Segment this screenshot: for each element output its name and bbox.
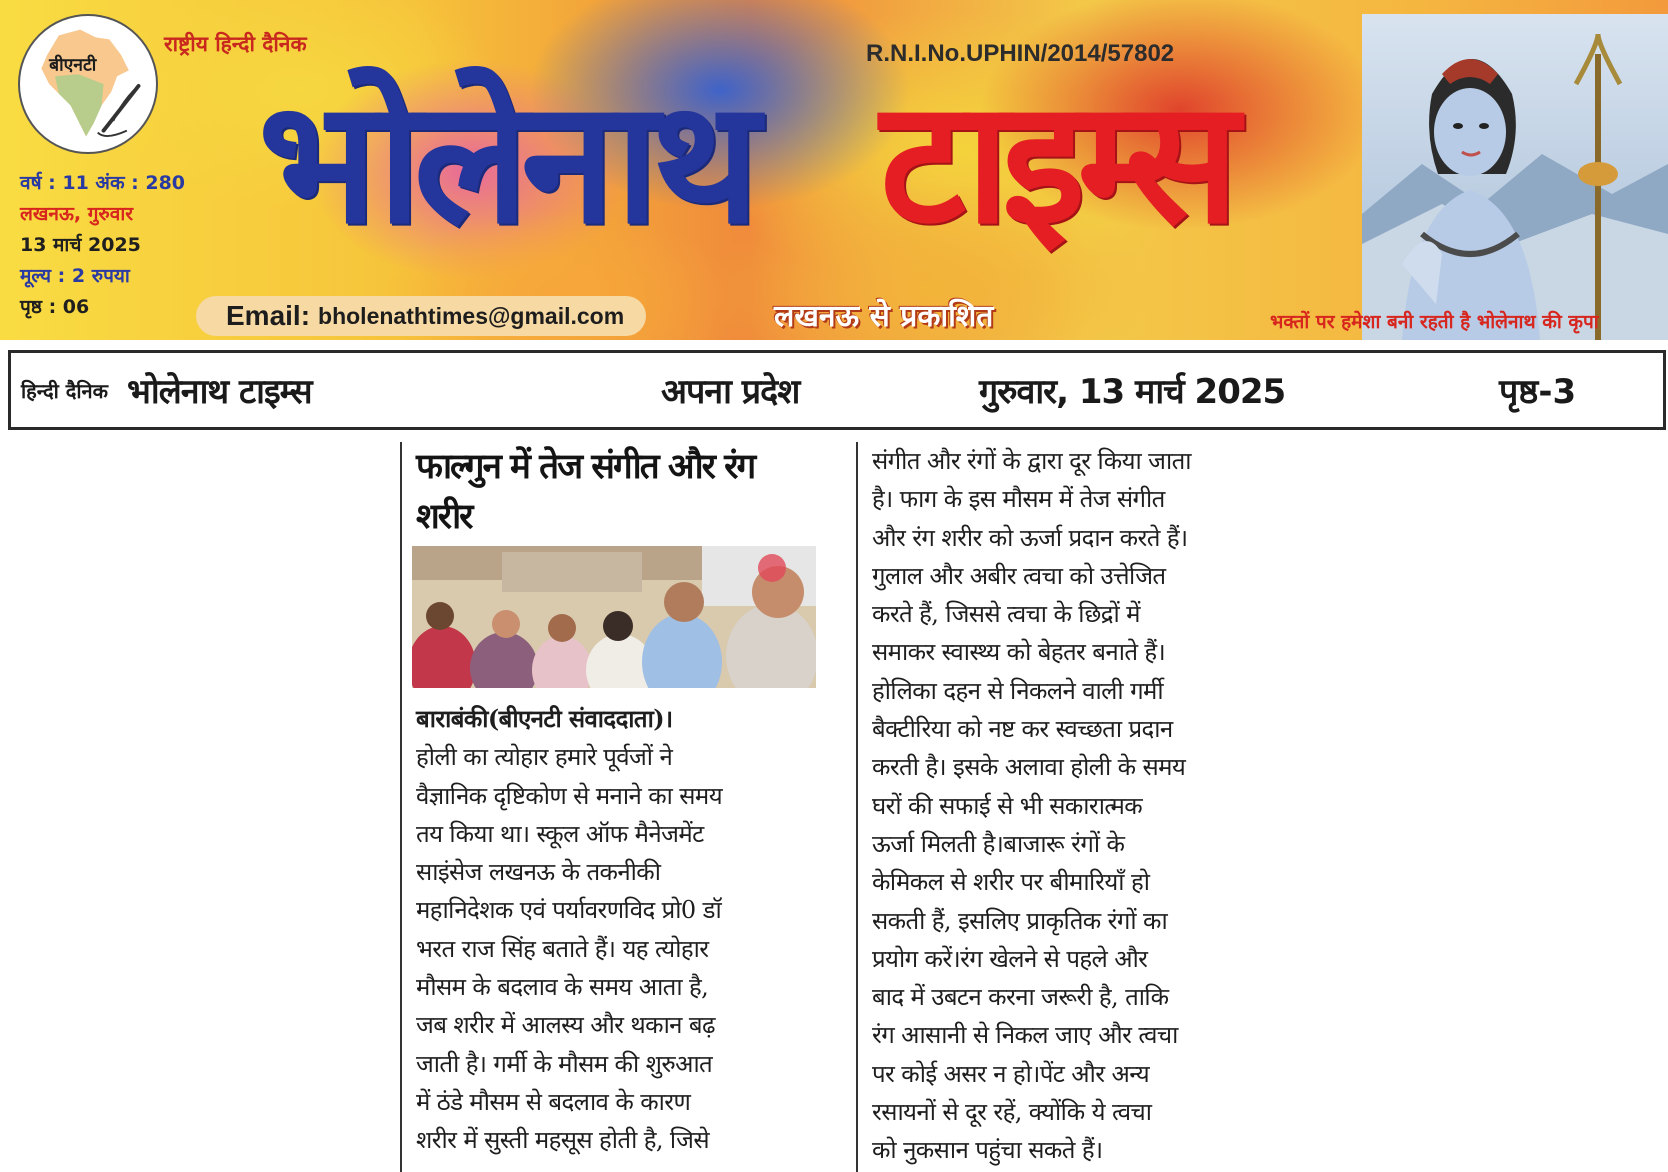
article-line: गुलाल और अबीर त्वचा को उत्तेजित — [872, 561, 1166, 590]
article-line: प्रयोग करें।रंग खेलने से पहले और — [872, 944, 1148, 973]
article-line: भरत राज सिंह बताते हैं। यह त्योहार — [416, 934, 709, 963]
article-line: बाद में उबटन करना जरूरी है, ताकि — [872, 983, 1169, 1012]
deity-image — [1362, 14, 1668, 340]
masthead — [0, 0, 1668, 340]
article-line: जब शरीर में आलस्य और थकान बढ़ — [416, 1011, 715, 1040]
masthead-title-part1: भोलेनाथ — [258, 64, 752, 262]
daily-label: हिन्दी दैनिक — [21, 379, 109, 403]
article-line: वैज्ञानिक दृष्टिकोण से मनाने का समय — [416, 781, 723, 810]
india-map-quill-icon — [20, 16, 156, 152]
article-line: होली का त्योहार हमारे पूर्वजों ने — [416, 743, 673, 772]
article-line: पर कोई असर न हो।पेंट और अन्य — [872, 1059, 1150, 1088]
article-line: जाती है। गर्मी के मौसम की शुरुआत — [416, 1049, 713, 1078]
article-line: केमिकल से शरीर पर बीमारियाँ हो — [872, 868, 1150, 897]
holi-celebration-photo — [412, 546, 816, 688]
column-divider-left — [400, 442, 402, 1172]
paper-name: भोलेनाथ टाइम्स — [127, 372, 312, 412]
headline-line: फाल्गुन में तेज संगीत और रंग शरीर — [416, 447, 755, 537]
article-line: रंग आसानी से निकल जाए और त्वचा — [872, 1021, 1178, 1050]
article-dateline: बाराबंकी(बीएनटी संवाददाता)। — [416, 704, 673, 733]
article-line: घरों की सफाई से भी सकारात्मक — [872, 791, 1143, 820]
issue-date: 13 मार्च 2025 — [20, 234, 141, 256]
email-pill — [196, 296, 646, 336]
article-photo — [412, 546, 816, 688]
article-line: तय किया था। स्कूल ऑफ मैनेजमेंट — [416, 819, 704, 848]
column-divider-middle — [856, 442, 858, 1172]
section-title: अपना प्रदेश — [661, 372, 800, 412]
article-line: ऊर्जा मिलती है।बाजारू रंगों के — [872, 829, 1125, 858]
article-line: संगीत और रंगों के द्वारा दूर किया जाता — [872, 447, 1191, 475]
article-line: साइंसेज लखनऊ के तकनीकी — [416, 858, 661, 887]
page-number: पृष्ठ-3 — [1499, 372, 1577, 412]
article-line: करती है। इसके अलावा होली के समय — [872, 753, 1186, 782]
page-count: पृष्ठ : 06 — [20, 296, 90, 318]
article-line: में ठंडे मौसम से बदलाव के कारण — [416, 1087, 691, 1116]
published-from: लखनऊ से प्रकाशित — [774, 299, 994, 334]
page-header-bar — [8, 350, 1666, 430]
article-line: है। फाग के इस मौसम में तेज संगीत — [872, 485, 1165, 514]
article-line: समाकर स्वास्थ्य को बेहतर बनाते हैं। — [872, 638, 1166, 667]
article-line: रसायनों से दूर रहें, क्योंकि ये त्वचा — [872, 1098, 1152, 1127]
svg-text:बीएनटी: बीएनटी — [49, 55, 97, 76]
rni-number: R.N.I.No.UPHIN/2014/57802 — [866, 40, 1175, 67]
year-issue: वर्ष : 11 अंक : 280 — [20, 172, 186, 194]
article-column-2 — [872, 442, 1292, 1170]
masthead-title-part2: टाइम्स — [880, 64, 1232, 262]
article-column-1 — [416, 700, 836, 1160]
article-line: को नुकसान पहुंचा सकते हैं। — [872, 1136, 1103, 1165]
article-line: होलिका दहन से निकलने वाली गर्मी — [872, 676, 1163, 705]
header-date: गुरुवार, 13 मार्च 2025 — [979, 372, 1286, 412]
article-line: सकती हैं, इसलिए प्राकृतिक रंगों का — [872, 906, 1168, 935]
article-line: और रंग शरीर को ऊर्जा प्रदान करते हैं। — [872, 523, 1188, 552]
article-line: मौसम के बदलाव के समय आता है, — [416, 973, 709, 1002]
lord-shiva-illustration — [1362, 14, 1668, 340]
article-line: करते हैं, जिससे त्वचा के छिद्रों में — [872, 600, 1140, 629]
price: मूल्य : 2 रुपया — [20, 265, 130, 287]
national-daily-tagline: राष्ट्रीय हिन्दी दैनिक — [164, 31, 307, 56]
email-link[interactable]: bholenathtimes@gmail.com — [318, 302, 625, 329]
issue-meta — [20, 168, 185, 323]
article-line: शरीर में सुस्ती महसूस होती है, जिसे — [416, 1126, 709, 1155]
city-day: लखनऊ, गुरुवार — [20, 203, 134, 225]
article-line: महानिदेशक एवं पर्यावरणविद प्रो0 डॉ — [416, 896, 722, 925]
deity-caption: भक्तों पर हमेशा बनी रहती है भोलेनाथ की कृपा — [1270, 311, 1599, 333]
article-line: बैक्टीरिया को नष्ट कर स्वच्छता प्रदान — [872, 715, 1173, 744]
newspaper-logo — [18, 14, 158, 154]
email-label: Email: — [226, 300, 311, 331]
